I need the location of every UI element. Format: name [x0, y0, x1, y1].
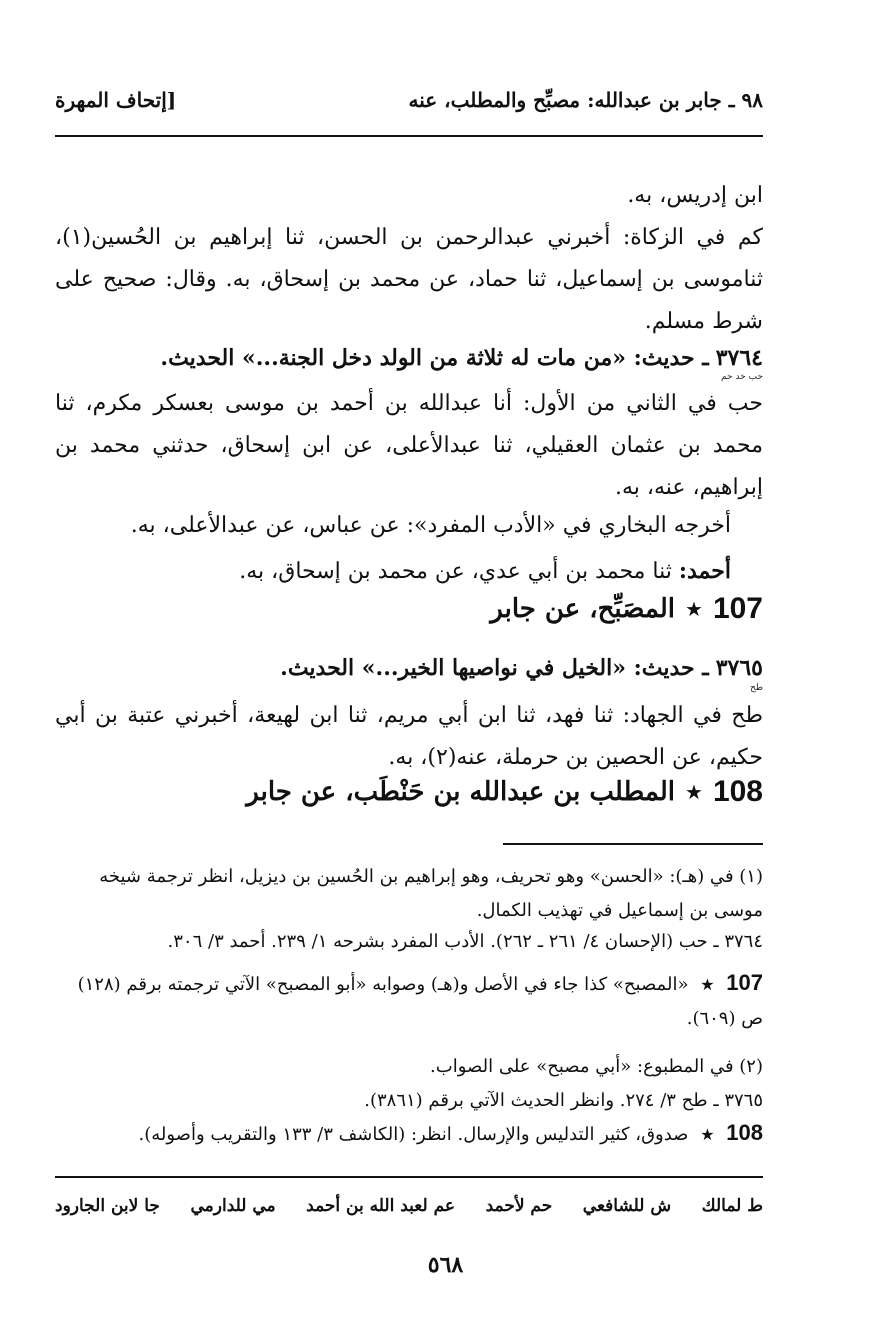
narrator-107-name: المصَبِّح، عن جابر	[490, 594, 675, 624]
running-header-book: [إتحاف المهرة	[55, 88, 177, 112]
abbreviation-item: ط لمالك	[701, 1196, 763, 1216]
footnote-2: (٢) في المطبوع: «أبي مصبح» على الصواب.	[430, 1056, 763, 1077]
footnote-107-number: 107	[726, 970, 763, 995]
narrator-108-number: 108	[712, 775, 763, 808]
hadith-3765-heading	[55, 647, 763, 690]
star-icon: ★	[700, 1125, 715, 1144]
hadith-3764-heading	[55, 337, 763, 380]
paragraph-hibban: حب في الثاني من الأول: أنا عبدالله بن أحمد بن موسى بعسكر مكرم، ثنا محمد بن عثمان العقيلي، ثنا عبدالأعلى، عن ابن إسحاق، حدثني محمد بن إبراهيم، عنه، به.	[55, 391, 764, 500]
star-icon: ★	[685, 597, 703, 621]
narrator-107-heading	[490, 592, 763, 626]
narrator-108-heading	[246, 775, 763, 809]
footnote-108	[55, 1116, 763, 1152]
paragraph-zakat: كم في الزكاة: أخبرني عبدالرحمن بن الحسن، ثنا إبراهيم بن الحُسين(١)، ثناموسى بن إسماعيل، ثنا حماد، عن محمد بن إسحاق، به. وقال: صحيح على شرط مسلم.	[55, 225, 763, 334]
footnote-107-line-2: ص (٦٠٩).	[686, 1008, 763, 1029]
hadith-3764-symbols: حب خد حم	[721, 372, 763, 382]
abbreviations-rule	[55, 1176, 763, 1178]
body-line-1: ابن إدريس، به.	[627, 183, 763, 208]
page-number: ٥٦٨	[427, 1252, 464, 1278]
header-rule	[55, 135, 763, 137]
hadith-3765-symbols: طح	[750, 683, 763, 693]
abbreviation-item: ش للشافعي	[582, 1196, 672, 1216]
footnote-107-text: «المصبح» كذا جاء في الأصل و(هـ) وصوابه «أبو المصبح» الآتي ترجمته برقم (١٢٨)	[77, 974, 689, 995]
footnote-3765: ٣٧٦٥ ـ طح ٣/ ٢٧٤. وانظر الحديث الآتي برقم (٣٨٦١).	[364, 1090, 763, 1111]
footnote-1-line-2: موسى بن إسماعيل في تهذيب الكمال.	[476, 900, 763, 921]
footnote-108-number: 108	[726, 1120, 763, 1145]
footnote-separator	[503, 843, 763, 845]
abbreviation-item: حم لأحمد	[485, 1196, 553, 1216]
paragraph-bukhari: أخرجه البخاري في «الأدب المفرد»: عن عباس، عن عبدالأعلى، به.	[130, 513, 731, 538]
ahmad-text: ثنا محمد بن أبي عدي، عن محمد بن إسحاق، به.	[239, 559, 672, 584]
hadith-3765-text: ـ حديث: «الخيل في نواصيها الخير...» الحديث.	[280, 655, 709, 681]
ahmad-label: أحمد:	[678, 558, 731, 584]
footnote-108-text: صدوق، كثير التدليس والإرسال. انظر: (الكاشف ٣/ ١٣٣ والتقريب وأصوله).	[138, 1124, 689, 1145]
footnote-3764: ٣٧٦٤ ـ حب (الإحسان ٤/ ٢٦١ ـ ٢٦٢). الأدب المفرد بشرحه ١/ ٢٣٩. أحمد ٣/ ٣٠٦.	[167, 931, 763, 952]
star-icon: ★	[685, 780, 703, 804]
hadith-3764-text: ـ حديث: «من مات له ثلاثة من الولد دخل الجنة...» الحديث.	[160, 345, 709, 371]
paragraph-ahmad	[55, 550, 731, 593]
narrator-108-name: المطلب بن عبدالله بن حَنْطَب، عن جابر	[246, 777, 675, 807]
abbreviation-item: مي للدارمي	[190, 1196, 276, 1216]
star-icon: ★	[700, 975, 715, 994]
footnote-107-line-1	[55, 966, 763, 1002]
hadith-3765-number: ٣٧٦٥	[715, 655, 763, 681]
hadith-3764-number: ٣٧٦٤	[715, 345, 763, 371]
paragraph-tahawi: طح في الجهاد: ثنا فهد، ثنا ابن أبي مريم، ثنا ابن لهيعة، أخبرني عتبة بن أبي حكيم، عن الحصين بن حرملة، عنه(٢)، به.	[55, 703, 763, 770]
abbreviation-item: جا لابن الجارود	[55, 1196, 160, 1216]
narrator-107-number: 107	[712, 592, 763, 625]
abbreviations-legend	[55, 1196, 763, 1216]
running-header-title: ٩٨ ـ جابر بن عبدالله: مصبِّح والمطلب، عنه	[408, 88, 763, 112]
footnote-1-line-1: (١) في (هـ): «الحسن» وهو تحريف، وهو إبراهيم بن الحُسين بن ديزيل، انظر ترجمة شيخه	[99, 866, 763, 887]
abbreviation-item: عم لعبد الله بن أحمد	[306, 1196, 456, 1216]
